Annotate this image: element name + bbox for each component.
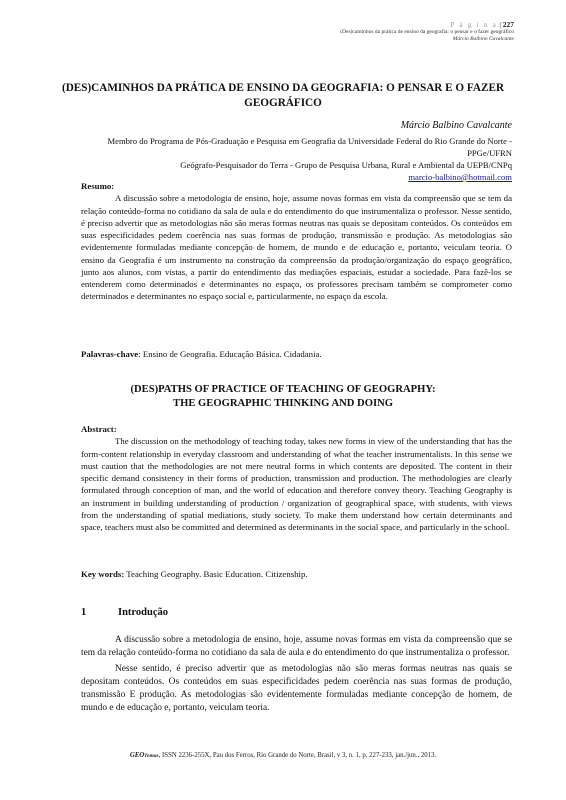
section-title: Introdução [118, 607, 168, 618]
resumo-heading: Resumo: [81, 181, 115, 191]
intro-paragraph-1: A discussão sobre a metodologia de ensino, hoje, assume novas formas em vista da compreensão que se tem da relação conteúdo-forma no cotidiano da sala de aula e do entendimento do que instrumentaliza o professor. [81, 635, 512, 659]
intro-body [81, 634, 512, 718]
abstract-section [81, 423, 512, 533]
page-number: 227 [502, 20, 514, 29]
abstract-heading: Abstract: [81, 424, 117, 434]
page-indicator: P á g i n a | 227 [450, 20, 514, 29]
affiliation-1: Membro do Programa de Pós-Graduação e Pesquisa em Geografia da Universidade Federal do Rio Grande do Norte - PPGe/UFRN [107, 136, 512, 158]
key-words-label: Key words: [81, 569, 125, 579]
author-email-link[interactable]: marcio-balbino@hotmail.com [408, 172, 512, 182]
paper-title: (DES)CAMINHOS DA PRÁTICA DE ENSINO DA GEOGRAFIA: O PENSAR E O FAZER GEOGRÁFICO [61, 82, 505, 109]
journal-suffix: Temas [144, 753, 159, 759]
intro-heading [81, 607, 168, 618]
english-title-line-2: THE GEOGRAPHIC THINKING AND DOING [173, 398, 393, 409]
abstract-text: The discussion on the methodology of teaching today, takes new forms in view of the understanding that has the form-content relationship in everyday classroom and understanding of what the teacher instrumentalists. In this sense we must caution that the methodologies are not mere neutral forms in which contents are deposited. The content in their specific demand consistency in their forms of production, transmission and production. The methodologies are clearly formulated through conception of man, and the world of education and therefore convey theory. Teaching Geography is an instrument in building understanding of production / organization of geographical space, with students, with views from the understanding of spatial mediations, study society. To make them understand how certain determinants and space, teachers must also be committed and determined as determinants in the social space, and particularly in the school. [81, 436, 512, 532]
palavras-chave-values: : Ensino de Geografia. Educação Básica. Cidadania. [138, 349, 322, 359]
english-title [60, 383, 506, 411]
journal-name: GEO [129, 752, 145, 759]
running-author: Márcio Balbino Cavalcante [452, 36, 514, 43]
key-words [81, 568, 512, 580]
resumo-text: A discussão sobre a metodologia de ensino, hoje, assume novas formas em vista da compreensão que se tem da relação conteúdo-forma no cotidiano da sala de aula e do entendimento do que instrumentaliza o professor. Nesse sentido, é preciso advertir que as metodologias não são meras formas neutras nas quais se depositam conteúdos. Os conteúdos em suas especificidades pedem coerência nas suas formas de produção, transmissão e produção. As metodologias são evidentemente formuladas mediante concepção de homem, de mundo e de educação e, portanto, veiculam teoria. O ensino da Geografia é um instrumento na construção da compreensão da produção/organização do espaço geográfico, junto aos alunos, com vistas, a partir do entendimento das mediações espaciais, estudar a sociedade. Para fazê-los se entenderem como determinados e determinantes no espaço, os professores precisam também se comprometer como determinados e determinantes no espaço social e, particularmente, no espaço da escola. [81, 193, 512, 302]
citation: , ISSN 2236-255X, Pau dos Ferros, Rio Grande do Norte, Brasil, v 3, n. 1, p. 227-233, jan./jun., 2013. [158, 752, 437, 759]
section-number: 1 [81, 607, 87, 618]
running-title: (Des)caminhos da prática de ensino da geografia: o pensar e o fazer geográfico [340, 29, 514, 36]
english-title-line-1: (DES)PATHS OF PRACTICE OF TEACHING OF GEOGRAPHY: [130, 384, 436, 395]
running-header [340, 20, 514, 43]
page-word: P á g i n a [450, 20, 498, 29]
intro-paragraph-2: Nesse sentido, é preciso advertir que as metodologias não são meras formas neutras nas quais se depositam conteúdos. Os conteúdos em suas especificidades pedem coerência nas suas formas de produção, transmissão E produção. As metodologias são evidentemente formuladas mediante concepção de homem, de mundo e de educação e, portanto, veiculam teoria. [81, 663, 512, 714]
author-name: Márcio Balbino Cavalcante [400, 120, 512, 131]
page-footer [0, 752, 566, 759]
palavras-chave [81, 348, 512, 360]
affiliation-2: Geógrafo-Pesquisador do Terra - Grupo de Pesquisa Urbana, Rural e Ambiental da UEPB/CNPq [180, 160, 512, 170]
resumo-section [81, 180, 512, 303]
author-affiliations [102, 135, 512, 183]
key-words-values: Teaching Geography. Basic Education. Citizenship. [124, 569, 308, 579]
palavras-chave-label: Palavras-chave [81, 349, 139, 359]
